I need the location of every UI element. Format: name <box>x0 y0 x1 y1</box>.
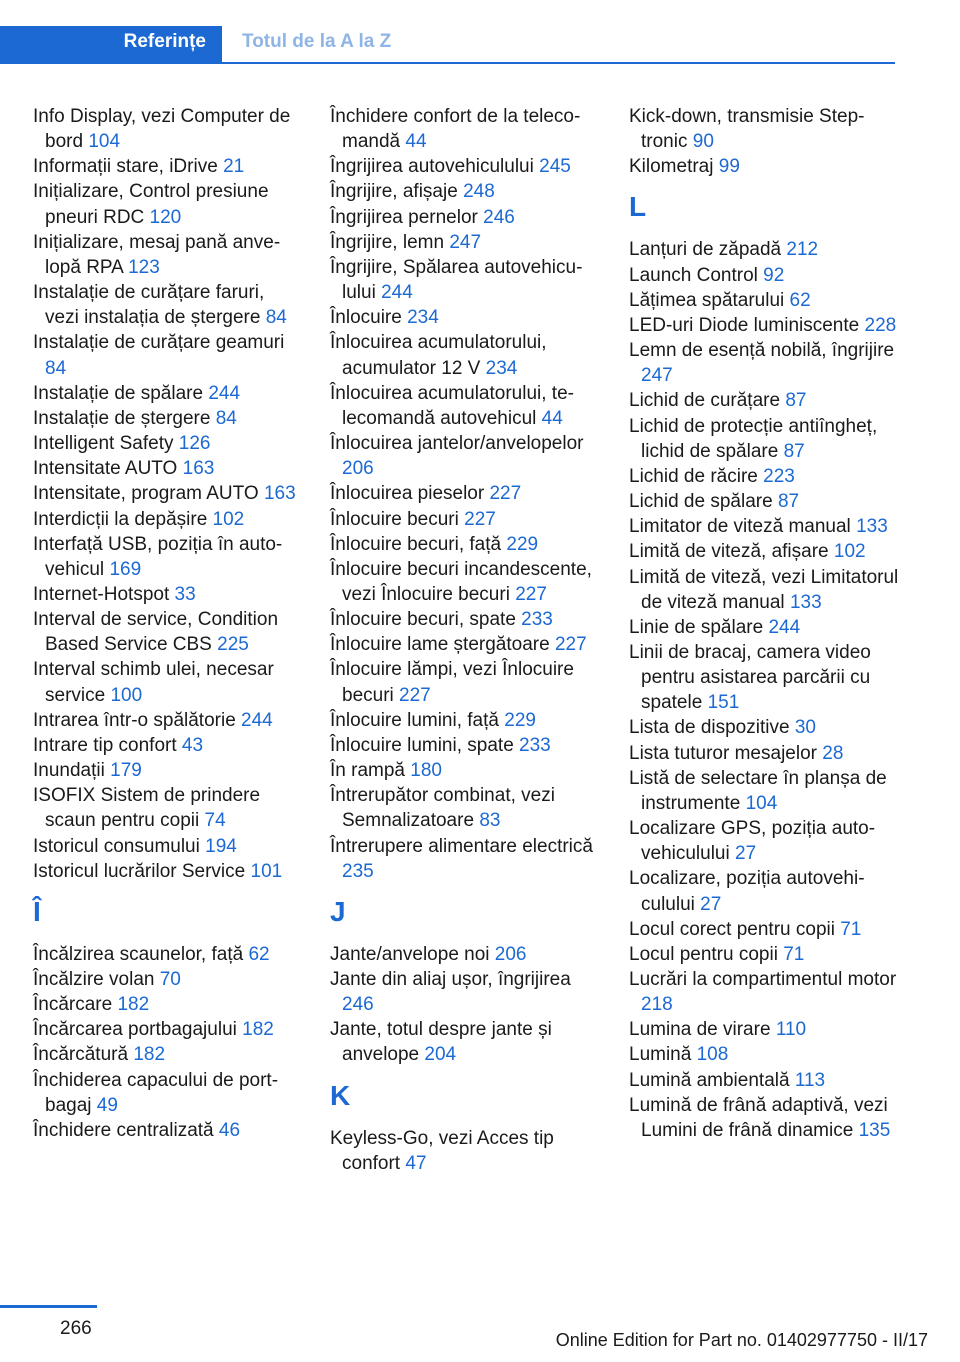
index-entry-text: Încărcătură <box>33 1044 129 1066</box>
index-column-1 <box>33 104 303 1143</box>
index-entry-text: Lista tuturor mesajelor <box>629 742 817 764</box>
index-entry <box>330 507 600 532</box>
index-entry-text: Înlocuirea jantelor/anvelopelor <box>330 433 584 455</box>
index-entry <box>629 715 899 740</box>
index-entry-text: Info Display, vezi Computer de bord <box>33 106 291 153</box>
index-entry <box>33 582 303 607</box>
index-entry <box>330 834 600 884</box>
index-entry-text: Îngrijirea pernelor <box>330 206 478 228</box>
index-entry-text: Lista de dispozitive <box>629 717 790 739</box>
index-entry <box>33 1118 303 1143</box>
index-entry-text: Interfață USB, poziția în autovehicul <box>33 533 283 580</box>
index-entry-page-link[interactable]: 104 <box>745 792 778 814</box>
index-entry <box>330 657 600 707</box>
index-entry-text: Listă de selectare în planșa de instrumente <box>629 767 887 814</box>
index-entry-page-link[interactable]: 151 <box>707 692 740 714</box>
index-entry-page-link[interactable]: 84 <box>215 407 237 429</box>
index-entry-text: Încărcare <box>33 994 113 1016</box>
index-entry-text: Localizare GPS, poziția autovehiculului <box>629 818 876 865</box>
index-entry <box>330 967 600 1017</box>
index-entry-page-link[interactable]: 135 <box>858 1119 891 1141</box>
index-entry-text: Instalație de ștergere <box>33 407 211 429</box>
index-entry-page-link[interactable]: 102 <box>212 508 245 530</box>
index-entry <box>629 1068 899 1093</box>
index-entry-page-link[interactable]: 44 <box>541 407 563 429</box>
index-entry-page-link[interactable]: 99 <box>718 156 740 178</box>
index-entry <box>629 288 899 313</box>
index-entry-text: Kick-down, transmisie Steptronic <box>629 106 865 153</box>
index-entry-text: Lichid de curățare <box>629 390 781 412</box>
index-entry-text: Îngrijire, Spălarea autovehiculului <box>330 256 583 304</box>
index-entry-page-link[interactable]: 227 <box>554 634 587 656</box>
index-entry-page-link[interactable]: 163 <box>263 483 296 505</box>
index-entry <box>330 104 600 154</box>
index-entry-page-link[interactable]: 43 <box>181 734 204 756</box>
index-entry <box>33 280 303 330</box>
index-entry-page-link[interactable]: 101 <box>250 860 283 882</box>
index-entry <box>629 263 899 288</box>
index-entry <box>629 539 899 564</box>
index-entry-page-link[interactable]: 113 <box>794 1069 826 1091</box>
index-entry-text: Istoricul consumului <box>33 835 200 857</box>
index-entry-text: Interdicții la depășire <box>33 508 208 530</box>
index-entry-text: Înlocuire lumini, față <box>330 709 499 731</box>
index-entry-page-link[interactable]: 84 <box>265 307 287 329</box>
index-entry-page-link[interactable]: 102 <box>833 541 866 563</box>
index-entry <box>330 607 600 632</box>
index-entry-text: Încărcarea portbagajului <box>33 1019 237 1041</box>
index-entry-page-link[interactable]: 71 <box>783 943 805 965</box>
index-entry-page-link[interactable]: 182 <box>133 1044 166 1066</box>
index-entry-page-link[interactable]: 235 <box>342 860 374 882</box>
index-entry-page-link[interactable]: 227 <box>464 508 496 530</box>
index-entry-text: Intensitate AUTO <box>33 458 178 480</box>
index-entry-text: Informații stare, iDrive <box>33 156 218 178</box>
index-entry-page-link[interactable]: 227 <box>515 583 547 605</box>
index-entry <box>330 557 600 607</box>
index-entry-page-link[interactable]: 233 <box>521 609 553 631</box>
index-entry-text: În rampă <box>330 760 405 782</box>
index-entry-page-link[interactable]: 218 <box>641 994 673 1016</box>
index-entry <box>629 338 899 388</box>
index-entry <box>330 305 600 330</box>
index-entry-page-link[interactable]: 133 <box>856 516 888 538</box>
index-entry-page-link[interactable]: 163 <box>182 458 215 480</box>
page-number: 266 <box>60 1318 92 1339</box>
index-entry <box>33 1042 303 1067</box>
index-entry <box>33 481 303 506</box>
index-entry-page-link[interactable]: 30 <box>794 717 816 739</box>
index-entry-text: Jante, totul despre jante și anvelope <box>330 1019 552 1066</box>
index-entry-text: Intrarea într-o spălătorie <box>33 709 236 731</box>
index-entry <box>629 741 899 766</box>
index-entry-page-link[interactable]: 87 <box>777 491 800 513</box>
index-column-3 <box>629 104 899 1143</box>
index-entry <box>629 154 899 179</box>
index-entry-page-link[interactable]: 194 <box>205 835 237 857</box>
index-entry <box>33 783 303 833</box>
index-entry-text: Lucrări la compartimentul motor <box>629 969 897 990</box>
index-entry <box>33 230 303 280</box>
index-entry-page-link[interactable]: 46 <box>218 1119 241 1141</box>
index-entry-page-link[interactable]: 169 <box>109 558 142 580</box>
index-entry-text: Înlocuirea acumulatorului, telecomandă autovehicul <box>330 382 574 429</box>
index-entry <box>629 766 899 816</box>
index-entry <box>629 489 899 514</box>
index-entry-text: Înlocuire lămpi, vezi Înlocuire becuri <box>330 659 574 706</box>
index-entry-text: Îngrijirea autovehiculului <box>330 156 534 178</box>
index-entry-page-link[interactable]: 27 <box>700 893 722 915</box>
index-entry-page-link[interactable]: 133 <box>789 591 822 613</box>
index-entry-page-link[interactable]: 47 <box>405 1152 427 1174</box>
index-entry-text: Internet-Hotspot <box>33 583 170 605</box>
index-entry-text: Linii de bracaj, camera video pentru asistarea parcării cu spatele <box>629 641 871 714</box>
index-entry <box>629 967 899 1017</box>
index-entry-page-link[interactable]: 90 <box>692 131 714 153</box>
index-entry-text: Închidere centralizată <box>33 1119 214 1141</box>
index-entry <box>33 708 303 733</box>
index-entry <box>629 464 899 489</box>
footer-rule <box>0 1305 97 1308</box>
index-entry-text: Închiderea capacului de portbagaj <box>33 1069 279 1116</box>
index-entry-page-link[interactable]: 229 <box>504 709 536 731</box>
index-entry-text: Linie de spălare <box>629 616 764 638</box>
index-entry-text: Inițializare, mesaj pană anvelopă RPA <box>33 231 281 278</box>
index-entry-text: Localizare, poziția autovehiculului <box>629 868 865 915</box>
index-entry <box>629 615 899 640</box>
index-entry <box>330 431 600 481</box>
index-entry <box>330 330 600 380</box>
index-entry-page-link[interactable]: 71 <box>840 918 862 940</box>
index-entry-text: Înlocuirea pieselor <box>330 483 485 505</box>
index-entry-page-link[interactable]: 244 <box>208 382 241 404</box>
index-entry-page-link[interactable]: 100 <box>110 684 143 706</box>
index-entry <box>33 942 303 967</box>
index-entry-text: Lumină <box>629 1044 692 1066</box>
index-entry-text: Instalație de spălare <box>33 382 204 404</box>
index-entry-page-link[interactable]: 180 <box>410 760 442 782</box>
tab-totul-de-la-a-la-z[interactable]: Totul de la A la Z <box>242 31 392 52</box>
index-entry <box>629 640 899 715</box>
index-entry-page-link[interactable]: 33 <box>174 583 196 605</box>
index-entry <box>330 783 600 833</box>
index-entry <box>330 758 600 783</box>
index-entry-page-link[interactable]: 123 <box>128 256 160 278</box>
index-entry <box>33 607 303 657</box>
index-entry-text: Locul pentru copii <box>629 943 778 965</box>
tab-referinte-label: Referințe <box>123 31 206 52</box>
edition-footer: Online Edition for Part no. 01402977750 - II/17 <box>555 1330 928 1350</box>
index-entry-text: Înlocuire becuri incandescente, vezi Înlocuire becuri <box>330 558 592 605</box>
section-letter: L <box>629 191 647 223</box>
index-entry-page-link[interactable]: 28 <box>822 742 844 764</box>
index-entry-text: ISOFIX Sistem de prindere scaun pentru copii <box>33 785 261 832</box>
index-entry <box>330 205 600 230</box>
index-entry-text: Locul corect pentru copii <box>629 918 835 940</box>
index-entry-text: Intelligent Safety <box>33 433 174 455</box>
index-entry <box>33 179 303 229</box>
index-entry-text: Launch Control <box>629 264 758 286</box>
index-entry-text: LED-uri Diode luminiscente <box>629 314 860 336</box>
index-entry-page-link[interactable]: 21 <box>223 156 245 178</box>
section-letter: K <box>330 1079 351 1111</box>
index-entry <box>629 866 899 916</box>
index-entry <box>629 388 899 413</box>
index-entry-page-link[interactable]: 248 <box>463 181 495 203</box>
index-entry-page-link[interactable]: 229 <box>506 533 539 555</box>
index-entry <box>330 255 600 305</box>
index-entry-page-link[interactable]: 233 <box>519 734 551 756</box>
index-entry-page-link[interactable]: 223 <box>763 465 795 487</box>
index-entry-page-link[interactable]: 87 <box>785 390 807 412</box>
index-entry-page-link[interactable]: 83 <box>479 810 501 832</box>
index-entry-text: Înlocuire becuri, spate <box>330 609 516 631</box>
index-entry-page-link[interactable]: 245 <box>539 156 571 178</box>
index-entry <box>33 330 303 380</box>
index-entry-page-link[interactable]: 225 <box>217 634 249 656</box>
index-entry <box>33 992 303 1017</box>
index-entry-text: Întrerupere alimentare electrică <box>330 835 593 857</box>
index-entry-page-link[interactable]: 74 <box>204 810 226 832</box>
index-entry-text: Intensitate, program AUTO <box>33 483 259 505</box>
index-entry-text: Lichid de răcire <box>629 465 758 487</box>
index-entry-text: Încălzirea scaunelor, față <box>33 943 244 965</box>
index-entry-text: Înlocuire lumini, spate <box>330 734 514 756</box>
index-entry-text: Înlocuire <box>330 307 402 329</box>
section-letter: Î <box>33 895 41 927</box>
index-entry <box>330 532 600 557</box>
header-bar <box>0 26 895 64</box>
index-entry-text: Interval schimb ulei, necesar service <box>33 659 274 706</box>
index-entry <box>330 154 600 179</box>
index-entry <box>330 1017 600 1067</box>
index-entry <box>33 154 303 179</box>
index-entry <box>330 179 600 204</box>
index-entry <box>629 942 899 967</box>
index-entry <box>330 381 600 431</box>
index-entry-text: Lumina de virare <box>629 1019 771 1041</box>
index-entry-page-link[interactable]: 227 <box>489 483 522 505</box>
index-entry-text: Înlocuire becuri, față <box>330 533 502 555</box>
index-entry-page-link[interactable]: 244 <box>768 616 801 638</box>
index-entry <box>629 1093 899 1143</box>
index-entry-page-link[interactable]: 212 <box>786 239 819 261</box>
index-entry-page-link[interactable]: 120 <box>149 206 182 228</box>
index-entry <box>33 1068 303 1118</box>
index-entry-text: Intrare tip confort <box>33 734 177 756</box>
index-entry-page-link[interactable]: 87 <box>783 440 805 462</box>
index-entry-page-link[interactable]: 92 <box>763 264 785 286</box>
index-entry <box>629 104 899 154</box>
index-entry-page-link[interactable]: 247 <box>449 231 482 253</box>
index-entry <box>33 1017 303 1042</box>
index-entry <box>33 859 303 884</box>
index-entry-page-link[interactable]: 126 <box>178 433 211 455</box>
index-entry-text: Lumină de frână adaptivă, vezi Lumini de frână dinamice <box>629 1094 888 1141</box>
index-entry <box>629 514 899 539</box>
index-entry-text: Lemn de esență nobilă, îngrijire <box>629 340 895 362</box>
index-entry-text: Kilometraj <box>629 156 714 178</box>
index-entry-text: Îngrijire, lemn <box>330 231 445 253</box>
index-entry-text: Jante din aliaj ușor, îngrijirea <box>330 969 571 990</box>
index-entry-text: Inundații <box>33 760 105 782</box>
index-entry-text: Istoricul lucrărilor Service <box>33 860 246 882</box>
index-entry <box>629 816 899 866</box>
index-entry <box>330 708 600 733</box>
index-entry <box>33 507 303 532</box>
index-entry <box>33 381 303 406</box>
index-entry-text: Inițializare, Control presiune pneuri RDC <box>33 181 269 228</box>
index-entry <box>33 758 303 783</box>
index-entry <box>33 406 303 431</box>
index-entry <box>33 532 303 582</box>
index-entry <box>629 1017 899 1042</box>
index-entry-text: Înlocuire becuri <box>330 508 459 530</box>
index-entry-text: Lanțuri de zăpadă <box>629 239 782 261</box>
index-entry-page-link[interactable]: 27 <box>735 843 757 865</box>
index-entry-page-link[interactable]: 62 <box>789 289 811 311</box>
index-entry <box>330 942 600 967</box>
index-entry-page-link[interactable]: 228 <box>864 314 897 336</box>
index-entry-text: Întrerupător combinat, vezi Semnalizatoare <box>330 785 555 832</box>
index-entry-page-link[interactable]: 182 <box>242 1019 274 1041</box>
index-entry <box>330 733 600 758</box>
tab-referinte[interactable] <box>0 26 222 62</box>
section-letter: J <box>330 895 346 927</box>
index-entry-page-link[interactable]: 179 <box>110 760 142 782</box>
index-entry-text: Lichid de protecție antiîngheț, lichid de spălare <box>629 415 878 462</box>
index-entry-page-link[interactable]: 234 <box>485 357 518 379</box>
index-entry-page-link[interactable]: 62 <box>248 943 270 965</box>
index-entry-text: Îngrijire, afișaje <box>330 181 458 203</box>
index-entry <box>33 456 303 481</box>
index-entry-page-link[interactable]: 110 <box>775 1019 807 1041</box>
index-entry-text: Interval de service, Condition Based Service CBS <box>33 609 279 656</box>
index-entry-text: Înlocuirea acumulatorului, acumulator 12 V <box>330 332 547 379</box>
index-entry <box>33 104 303 154</box>
index-entry-page-link[interactable]: 234 <box>407 307 439 329</box>
index-entry <box>33 834 303 859</box>
index-entry <box>629 414 899 464</box>
index-entry <box>33 733 303 758</box>
index-entry-text: Închidere confort de la telecomandă <box>330 106 581 153</box>
index-entry-text: Limitator de viteză manual <box>629 516 851 538</box>
index-entry-page-link[interactable]: 84 <box>45 357 67 379</box>
index-entry-page-link[interactable]: 204 <box>424 1044 457 1066</box>
index-entry <box>629 917 899 942</box>
index-entry <box>330 632 600 657</box>
index-entry-page-link[interactable]: 70 <box>159 969 181 990</box>
index-entry-text: Limită de viteză, afișare <box>629 541 829 563</box>
index-entry-text: Lățimea spătarului <box>629 289 785 311</box>
index-entry-text: Lumină ambientală <box>629 1069 790 1091</box>
index-entry <box>33 431 303 456</box>
index-entry <box>33 657 303 707</box>
index-entry-page-link[interactable]: 104 <box>88 131 121 153</box>
index-entry-text: Limită de viteză, vezi Limitatorul de viteză manual <box>629 566 899 613</box>
index-entry-page-link[interactable]: 246 <box>342 994 374 1016</box>
index-entry-page-link[interactable]: 246 <box>483 206 515 228</box>
index-entry-page-link[interactable]: 108 <box>696 1044 729 1066</box>
index-entry-page-link[interactable]: 49 <box>96 1094 118 1116</box>
index-entry <box>629 565 899 615</box>
index-entry-text: Jante/anvelope noi <box>330 943 490 965</box>
index-entry-text: Încălzire volan <box>33 969 155 990</box>
index-entry <box>629 237 899 262</box>
index-entry-page-link[interactable]: 247 <box>641 365 673 387</box>
index-entry <box>629 313 899 338</box>
index-entry-text: Lichid de spălare <box>629 491 773 513</box>
index-entry-page-link[interactable]: 44 <box>405 131 427 153</box>
index-entry-text: Instalație de curățare geamuri <box>33 332 285 354</box>
index-entry <box>330 230 600 255</box>
index-entry-text: Keyless-Go, vezi Acces tip confort <box>330 1127 554 1174</box>
index-entry-page-link[interactable]: 244 <box>241 709 273 731</box>
index-entry-page-link[interactable]: 182 <box>117 994 150 1016</box>
index-entry <box>33 967 303 992</box>
index-entry-page-link[interactable]: 206 <box>342 458 374 480</box>
index-entry <box>330 1126 600 1176</box>
index-column-2 <box>330 104 600 1176</box>
index-entry <box>629 1042 899 1067</box>
index-entry-page-link[interactable]: 244 <box>381 282 413 304</box>
index-entry-page-link[interactable]: 227 <box>399 684 431 706</box>
index-entry <box>330 481 600 506</box>
index-entry-text: Înlocuire lame ștergătoare <box>330 634 550 656</box>
index-entry-text: Instalație de curățare faruri, vezi instalația de ștergere <box>33 282 265 329</box>
index-entry-page-link[interactable]: 206 <box>494 943 527 965</box>
